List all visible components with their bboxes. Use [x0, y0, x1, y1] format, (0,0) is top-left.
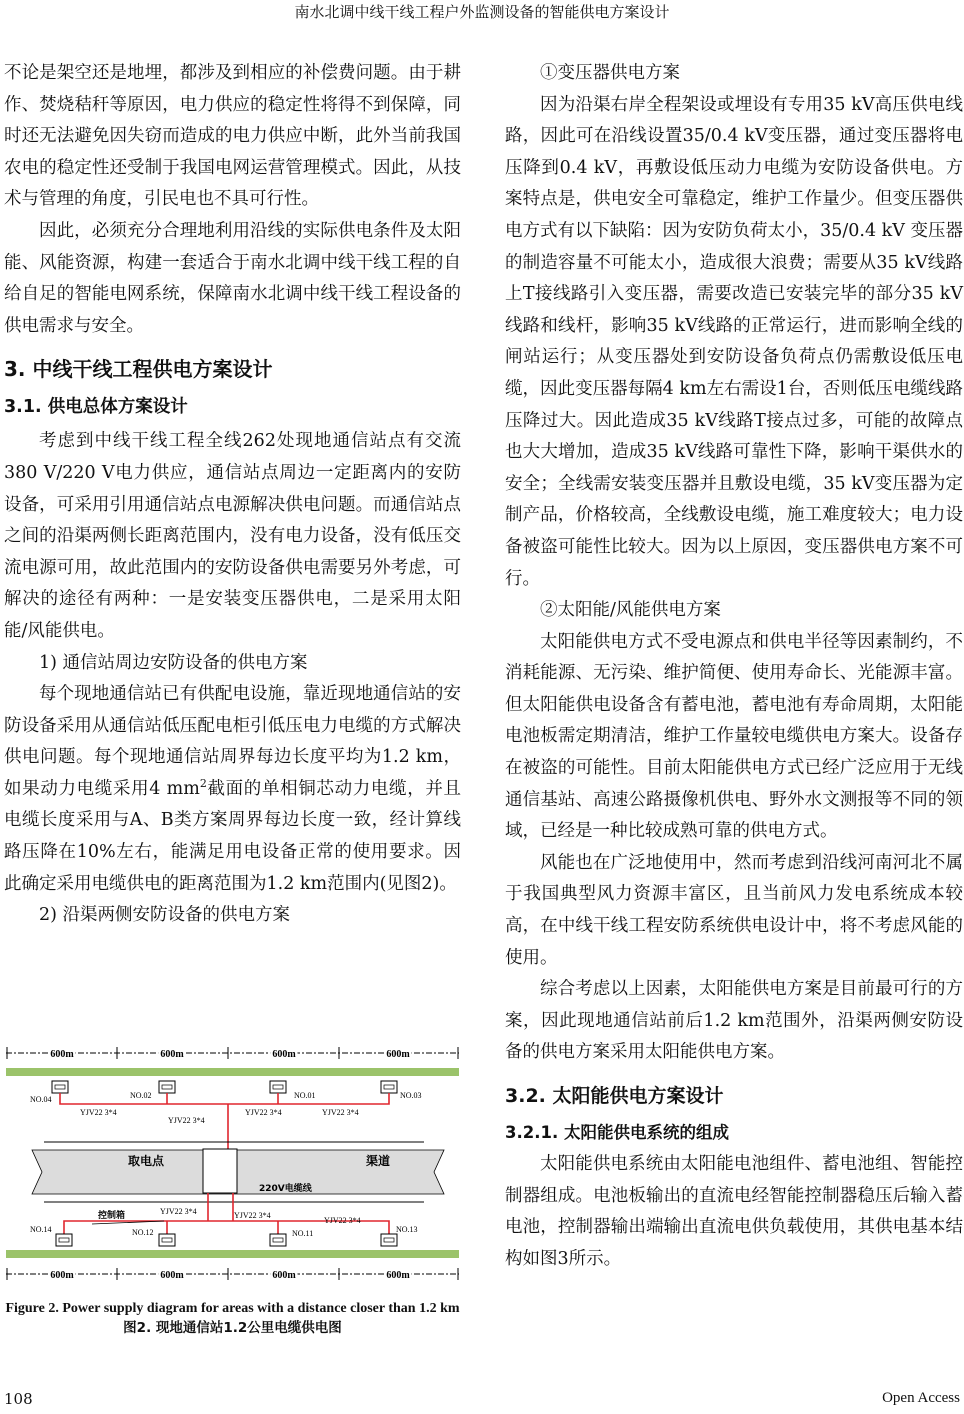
paragraph: 考虑到中线干线工程全线262处现地通信站点有交流380 V/220 V电力供应，通信站点周边一定距离内的安防设备，可采用引用通信站点电源解决供电问题。而通信站点之间的沿渠两侧长距离范围内，没有电力设备，没有低压交流电源可用，故此范围内的安防设备供电需要另外考虑，可解决的途径有两种：一是安装变压器供电，二是采用太阳能/风能供电。: [4, 431, 461, 641]
figure-caption: [4, 1300, 461, 1339]
paragraph: 综合考虑以上因素，太阳能供电方案是目前最可行的方案，因此现地通信站前后1.2 km范围外，沿渠两侧安防设备的供电方案采用太阳能供电方案。: [505, 979, 963, 1063]
segment-label: 600m: [272, 1270, 296, 1281]
paragraph-text: 截面的单相铜芯动力电缆，并且电缆长度采用与A、B类方案周界每边长度一致，经计算线路压降在10%左右，能满足用电设备正常的使用要求。因此确定采用电缆供电的距离范围为1.2 km范围内(见图2)。: [4, 778, 462, 894]
station-top: [52, 1081, 397, 1093]
running-head: 南水北调中线干线工程户外监测设备的智能供电方案设计: [294, 3, 670, 21]
segment-label: 600m: [272, 1049, 296, 1060]
paragraph: 因为沿渠右岸全程架设或埋设有专用35 kV高压供电线路，因此可在沿线设置35/0.4 kV变压器，通过变压器将电压降到0.4 kV，再敷设低压动力电缆为安防设备供电。方案特点是，供电安全可靠稳定，维护工作量少。但变压器供电方式有以下缺陷：因为安防负荷太小，35/0.4 kV 变压器的制造容量不可能太小，造成很大浪费；需要从35 kV线路上T接线路引入变压器，需要改造已安装完毕的部分35 kV线路和线杆，影响35 kV线路的正常运行，进而影响全线的闸站运行；从变压器处到安防设备负荷点仍需敷设低压电缆，因此变压器每隔4 km左右需设1台，否则低压电缆线路压降过大。因此造成35 kV线路T接点过多，可能的故障点也大大增加，造成35 kV线路可靠性下降，影响干渠供水的安全；全线需安装变压器并且敷设电缆，35 kV变压器为定制产品，价格较高，全线敷设电缆，施工难度较大；电力设备被盗可能性比较大。因为以上原因，变压器供电方案不可行。: [505, 94, 963, 589]
power-supply-diagram: [4, 1038, 461, 1290]
publisher-label: Open Access: [882, 1390, 960, 1406]
station-label: NO.13: [396, 1225, 418, 1234]
station-bottom: [56, 1234, 397, 1246]
subsubsection-heading: 3.2.1. 太阳能供电系统的组成: [505, 1123, 729, 1142]
segment-label: 600m: [386, 1270, 410, 1281]
control-box-label: 控制箱: [98, 1211, 126, 1221]
subsection-heading: 3.2. 太阳能供电方案设计: [505, 1085, 724, 1107]
caption-chinese: 图2. 现地通信站1.2公里电缆供电图: [123, 1320, 342, 1336]
subheading: ②太阳能/风能供电方案: [540, 600, 721, 621]
list-item: 1) 通信站周边安防设备的供电方案: [39, 652, 308, 673]
station-label: NO.04: [30, 1095, 52, 1104]
segment-label: 600m: [160, 1049, 184, 1060]
section-heading: 3. 中线干线工程供电方案设计: [4, 357, 273, 382]
paragraph-text: 每个现地通信站已有供配电设施，靠近现地通信站的安防设备采用从通信站低压配电柜引低压电力电缆的方式解决供电问题。每个现地通信站周界每边长度平均为1.2 km，如果动力电缆采用4 mm: [4, 684, 461, 799]
paragraph: 太阳能供电系统由太阳能电池组件、蓄电池组、智能控制器组成。电池板输出的直流电经智能控制器稳压后输入蓄电池，控制器输出端输出直流电供负载使用，其供电基本结构如图3所示。: [505, 1154, 963, 1269]
paragraph: 不论是架空还是地埋，都涉及到相应的补偿费问题。由于耕作、焚烧秸秆等原因，电力供应的稳定性将得不到保障，同时还无法避免因失窃而造成的电力供应中断，此外当前我国农电的稳定性还受制于我国电网运营管理模式。因此，从技术与管理的角度，引民电也不具可行性。: [4, 63, 461, 210]
paragraph: [4, 679, 461, 900]
station-label: NO.03: [400, 1091, 422, 1100]
communication-station-box: [203, 1149, 237, 1193]
figure-2-diagram: [4, 1038, 461, 1290]
cable-label: YJV22 3*4: [80, 1108, 117, 1117]
caption-english: Figure 2. Power supply diagram for areas with a distance closer than 1.2 km: [5, 1301, 460, 1316]
subheading: ①变压器供电方案: [540, 63, 680, 83]
bank-top: [6, 1068, 459, 1076]
cable-label: YJV22 3*4: [324, 1216, 361, 1225]
right-column: [505, 58, 963, 1275]
page-number: 108: [4, 1390, 33, 1408]
station-label: NO.01: [294, 1091, 316, 1100]
cable-label: YJV22 3*4: [245, 1108, 282, 1117]
cable-label: YJV22 3*4: [322, 1108, 359, 1117]
left-column: [4, 58, 461, 932]
cable-label: YJV22 3*4: [234, 1211, 271, 1220]
paragraph: 因此，必须充分合理地利用沿线的实际供电条件及太阳能、风能资源，构建一套适合于南水北调中线干线工程的自给自足的智能电网系统，保障南水北调中线干线工程设备的供电需求与安全。: [4, 220, 461, 336]
station-label: NO.11: [292, 1229, 314, 1238]
paragraph: 风能也在广泛地使用中，然而考虑到沿线河南河北不属于我国典型风力资源丰富区，且当前风力发电系统成本较高，在中线干线工程安防系统供电设计中，将不考虑风能的使用。: [505, 852, 963, 968]
cable-label: YJV22 3*4: [160, 1207, 197, 1216]
subsection-heading: 3.1. 供电总体方案设计: [4, 397, 188, 418]
station-label: NO.14: [30, 1225, 52, 1234]
station-label: NO.02: [130, 1091, 152, 1100]
list-item: 2) 沿渠两侧安防设备的供电方案: [39, 905, 291, 926]
cable-220v-label: 220V电缆线: [259, 1184, 312, 1194]
superscript: 2: [199, 777, 207, 791]
segment-label: 600m: [160, 1270, 184, 1281]
cable-label: YJV22 3*4: [168, 1116, 205, 1125]
bank-bottom: [6, 1250, 459, 1258]
take-power-point-label: 取电点: [128, 1154, 165, 1168]
segment-label: 600m: [386, 1049, 410, 1060]
canal-label: 渠道: [366, 1154, 391, 1168]
cable-top: [60, 1093, 389, 1150]
segment-label: 600m: [50, 1270, 74, 1281]
segment-label: 600m: [50, 1049, 74, 1060]
station-label: NO.12: [132, 1228, 154, 1237]
paragraph: 太阳能供电方式不受电源点和供电半径等因素制约，不消耗能源、无污染、维护简便、使用寿命长、光能源丰富。但太阳能供电设备含有蓄电池，蓄电池有寿命周期，太阳能电池板需定期清洁，维护工作量较电缆供电方案大。设备存在被盗的可能性。目前太阳能供电方式已经广泛应用于无线通信基站、高速公路摄像机供电、野外水文测报等不同的领域，已经是一种比较成熟可靠的供电方式。: [505, 631, 963, 842]
